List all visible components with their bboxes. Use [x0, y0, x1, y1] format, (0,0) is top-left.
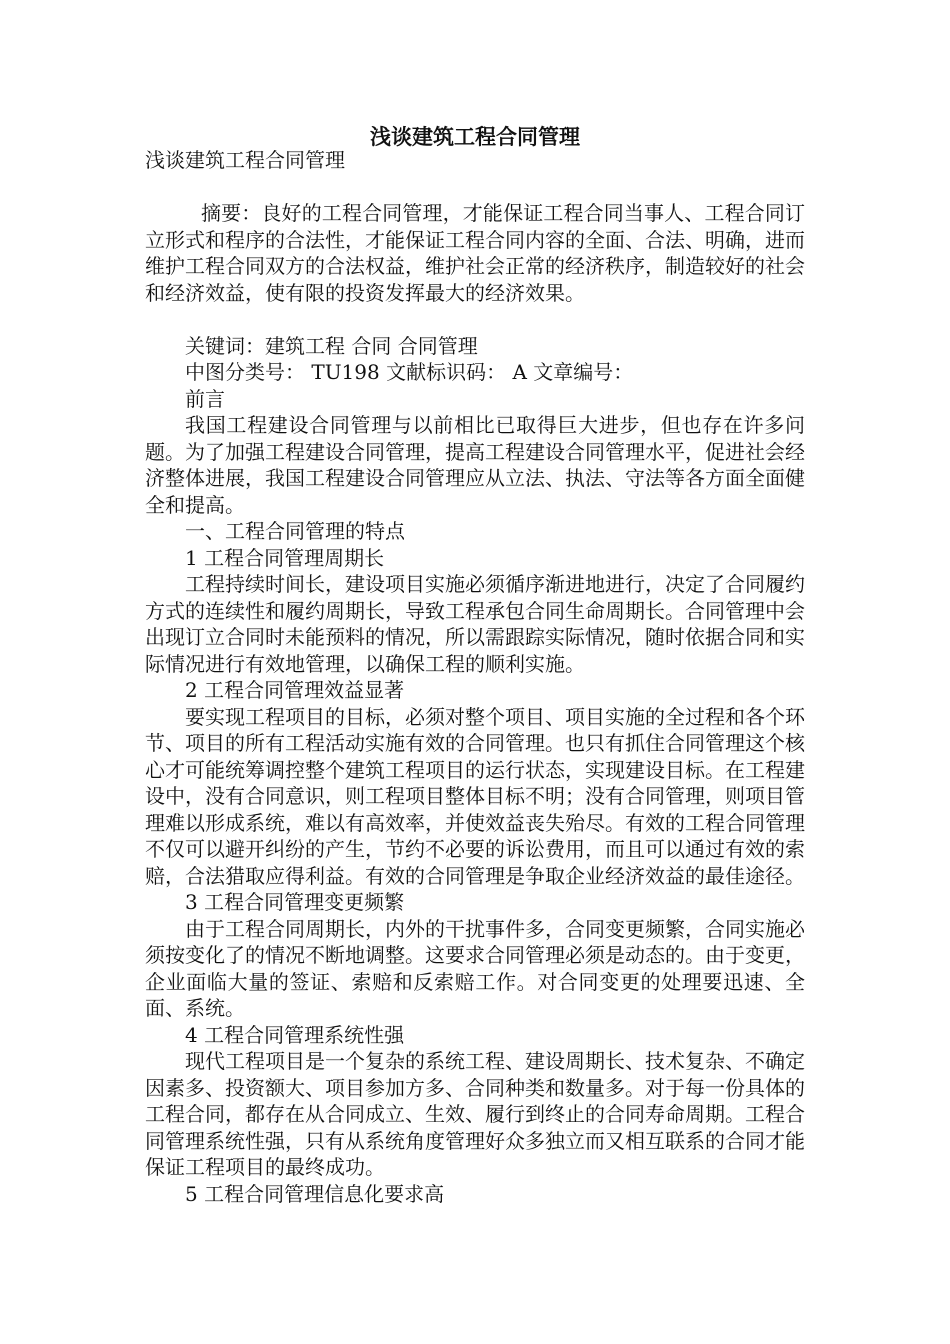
subtitle: 浅谈建筑工程合同管理 [145, 148, 345, 172]
classification-line: 中图分类号： TU198 文献标识码： A 文章编号： [185, 360, 634, 384]
subsection-heading-1: 1 工程合同管理周期长 [185, 545, 385, 570]
subsection-heading-3: 3 工程合同管理变更频繁 [185, 890, 405, 914]
subsection-paragraph-1: 工程持续时间长，建设项目实施必须循序渐进地进行，决定了合同履约方式的连续性和履约周期长，导致工程承包合同生命周期长。合同管理中会出现订立合同时未能预料的情况，所以需跟踪实际情况，随时依据合同和实际情况进行有效地管理，以确保工程的顺利实施。 [145, 572, 805, 676]
spacer [145, 306, 805, 333]
document-body [145, 147, 805, 1207]
subsection-heading-2: 2 工程合同管理效益显著 [185, 678, 405, 702]
preface-heading: 前言 [185, 386, 225, 411]
spacer [145, 174, 805, 201]
preface-paragraph: 我国工程建设合同管理与以前相比已取得巨大进步，但也存在许多问题。为了加强工程建设合同管理，提高工程建设合同管理水平，促进社会经济整体进展，我国工程建设合同管理应从立法、执法、守法等各方面全面健全和提高。 [145, 413, 805, 517]
subsection-paragraph-3: 由于工程合同周期长，内外的干扰事件多，合同变更频繁，合同实施必须按变化了的情况不断地调整。这要求合同管理必须是动态的。由于变更，企业面临大量的签证、索赔和反索赔工作。对合同变更的处理要迅速、全面、系统。 [145, 916, 805, 1020]
subsection-heading-4: 4 工程合同管理系统性强 [185, 1022, 405, 1047]
subsection-paragraph-2: 要实现工程项目的目标，必须对整个项目、项目实施的全过程和各个环节、项目的所有工程活动实施有效的合同管理。也只有抓住合同管理这个核心才可能统筹调控整个建筑工程项目的运行状态，实现建设目标。在工程建设中，没有合同意识，则工程项目整体目标不明；没有合同管理，则项目管理难以形成系统，难以有高效率，并使效益丧失殆尽。有效的工程合同管理不仅可以避开纠纷的产生，节约不必要的诉讼费用，而且可以通过有效的索赔，合法猎取应得利益。有效的合同管理是争取企业经济效益的最佳途径。 [145, 704, 805, 888]
keywords-line: 关键词：建筑工程 合同 合同管理 [185, 333, 478, 358]
subsection-paragraph-4: 现代工程项目是一个复杂的系统工程、建设周期长、技术复杂、不确定因素多、投资额大、项目参加方多、合同种类和数量多。对于每一份具体的工程合同，都存在从合同成立、生效、履行到终止的合同寿命周期。工程合同管理系统性强，只有从系统角度管理好众多独立而又相互联系的合同才能保证工程项目的最终成功。 [145, 1049, 805, 1179]
section-heading-1: 一、工程合同管理的特点 [185, 519, 405, 543]
document-title: 浅谈建筑工程合同管理 [370, 125, 580, 149]
abstract-paragraph: 摘要：良好的工程合同管理，才能保证工程合同当事人、工程合同订立形式和程序的合法性，才能保证工程合同内容的全面、合法、明确，进而维护工程合同双方的合法权益，维护社会正常的经济秩序，制造较好的社会和经济效益，使有限的投资发挥最大的经济效果。 [145, 201, 805, 305]
subsection-heading-5: 5 工程合同管理信息化要求高 [185, 1181, 445, 1206]
